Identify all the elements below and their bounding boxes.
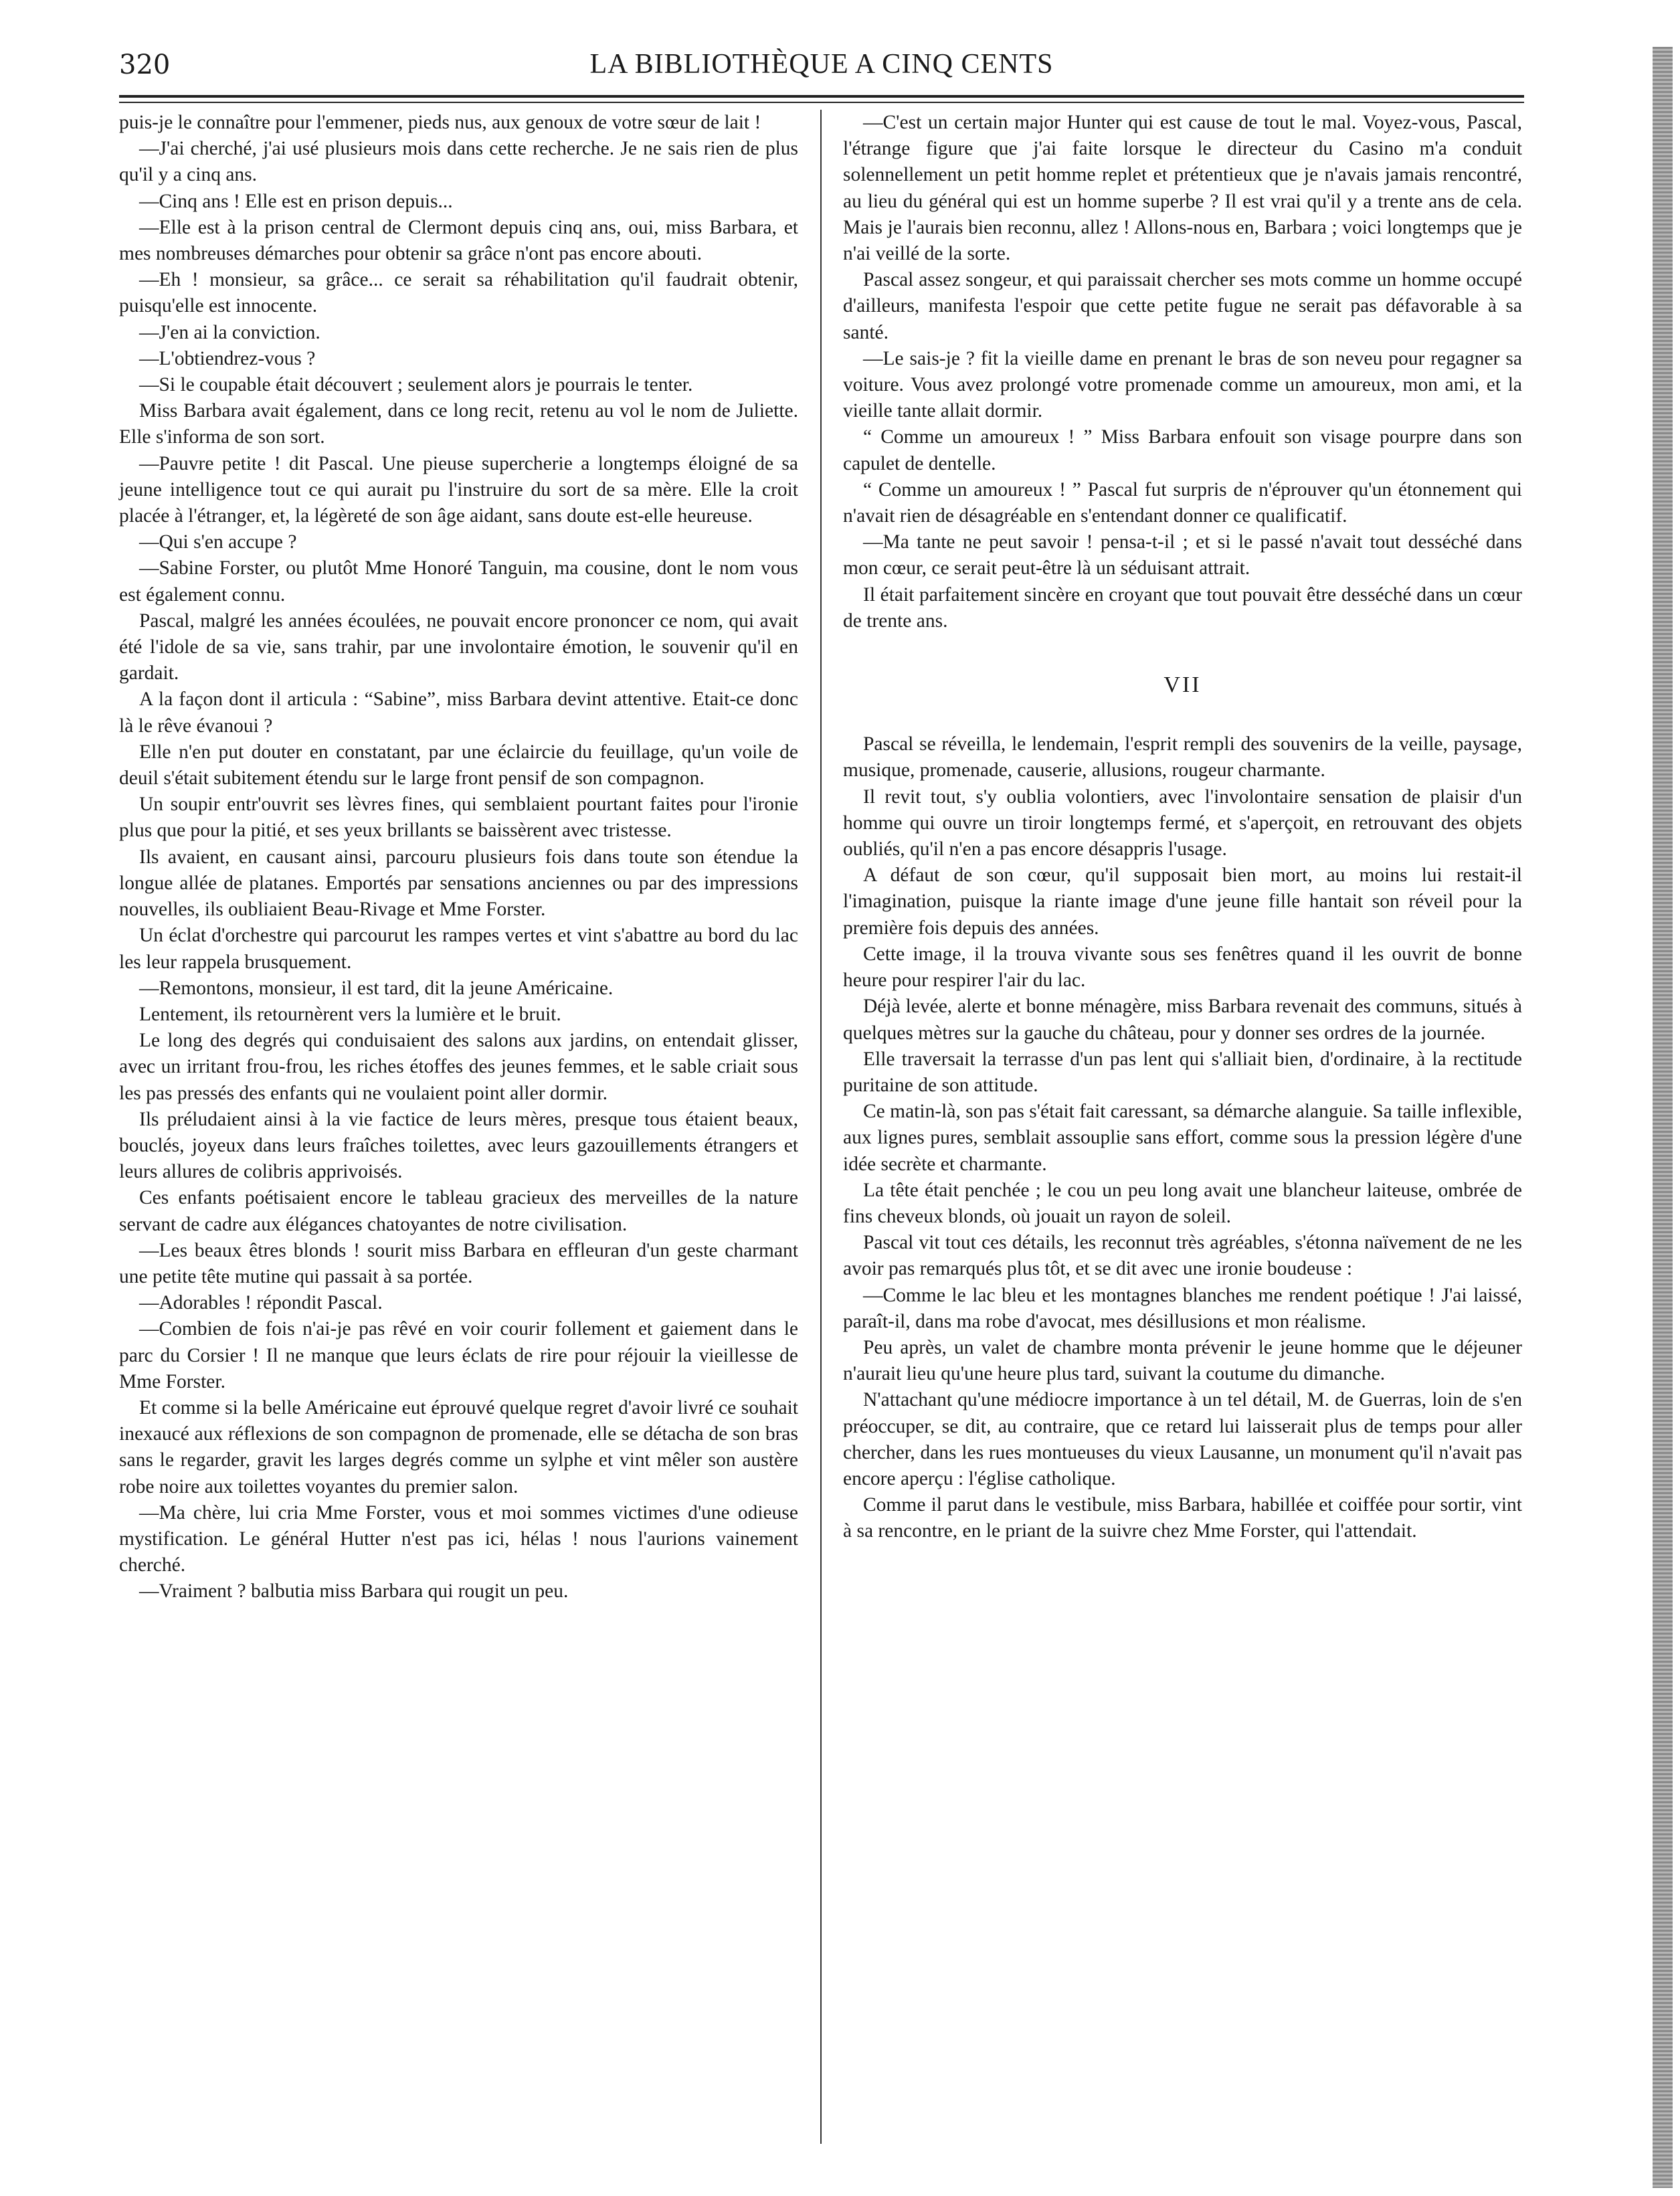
paragraph: puis-je le connaître pour l'emmener, pieds nus, aux genoux de votre sœur de lait !: [119, 112, 761, 133]
paragraph: —Le sais-je ? fit la vieille dame en prenant le bras de son neveu pour regagner sa voiture. Vous avez prolongé votre promenade comme un amoureux, mon ami, et la vieille tante allait dormir.: [843, 347, 1522, 422]
header-rule: [119, 95, 1524, 98]
paragraph: La tête était penchée ; le cou un peu long avait une blancheur laiteuse, ombrée de fins cheveux blonds, où jouait un rayon de soleil.: [843, 1179, 1522, 1227]
paragraph: —J'ai cherché, j'ai usé plusieurs mois dans cette recherche. Je ne sais rien de plus qu'il y a cinq ans.: [119, 138, 798, 186]
paragraph: Déjà levée, alerte et bonne ménagère, miss Barbara revenait des communs, situés à quelques mètres sur la gauche du château, pour y donner ses ordres de la journée.: [843, 996, 1522, 1044]
text-columns: [119, 110, 1524, 2153]
paragraph: —Eh ! monsieur, sa grâce... ce serait sa réhabilitation qu'il faudrait obtenir, puisqu'elle est innocente.: [119, 269, 798, 317]
left-column: [119, 110, 798, 1605]
paragraph: —Remontons, monsieur, il est tard, dit la jeune Américaine.: [139, 977, 614, 999]
paragraph: Ces enfants poétisaient encore le tableau gracieux des merveilles de la nature servant de cadre aux élégances chatoyantes de notre civilisation.: [119, 1187, 798, 1235]
paragraph: Cette image, il la trouva vivante sous ses fenêtres quand il les ouvrit de bonne heure pour respirer l'air du lac.: [843, 943, 1522, 992]
running-title: LA BIBLIOTHÈQUE A CINQ CENTS: [589, 49, 1054, 80]
right-column-after-chapter: [843, 731, 1522, 1544]
paragraph: Peu après, un valet de chambre monta prévenir le jeune homme que le déjeuner n'aurait lieu qu'une heure plus tard, suivant la coutume du dimanche.: [843, 1336, 1522, 1385]
paragraph: —Adorables ! répondit Pascal.: [139, 1292, 383, 1314]
header-rule-thin: [119, 102, 1524, 103]
paragraph: Miss Barbara avait également, dans ce long recit, retenu au vol le nom de Juliette. Elle s'informa de son sort.: [119, 400, 798, 448]
paragraph: —J'en ai la conviction.: [139, 321, 320, 343]
paragraph: A la façon dont il articula : “Sabine”, miss Barbara devint attentive. Etait-ce donc là le rêve évanoui ?: [119, 689, 798, 737]
paragraph: —Ma chère, lui cria Mme Forster, vous et moi sommes victimes d'une odieuse mystification. Le général Hutter n'est pas ici, hélas ! nous l'aurions vainement cherché.: [119, 1501, 798, 1576]
paragraph: Ils avaient, en causant ainsi, parcouru plusieurs fois dans toute son étendue la longue allée de platanes. Emportés par sensations anciennes ou par des impressions nouvelles, ils oubliaient Beau-Rivage et Mme Forster.: [119, 846, 798, 921]
page-header: [119, 45, 1524, 94]
page-number: 320: [119, 50, 171, 80]
paragraph: Pascal assez songeur, et qui paraissait chercher ses mots comme un homme occupé d'ailleurs, manifesta l'espoir que cette petite fugue ne serait pas défavorable à sa santé.: [843, 269, 1522, 343]
paragraph: —Elle est à la prison central de Clermont depuis cinq ans, oui, miss Barbara, et mes nombreuses démarches pour obtenir sa grâce n'ont pas encore abouti.: [119, 216, 798, 265]
paragraph: Un éclat d'orchestre qui parcourut les rampes vertes et vint s'abattre au bord du lac les leur rappela brusquement.: [119, 925, 798, 973]
paragraph: Pascal, malgré les années écoulées, ne pouvait encore prononcer ce nom, qui avait été l'idole de sa vie, sans trahir, par une involontaire émotion, le souvenir qu'il en gardait.: [119, 610, 798, 684]
paragraph: Pascal vit tout ces détails, les reconnut très agréables, s'étonna naïvement de ne les avoir pas remarqués plus tôt, et se dit avec une ironie boudeuse :: [843, 1232, 1522, 1280]
paragraph: “ Comme un amoureux ! ” Pascal fut surpris de n'éprouver qu'un étonnement qui n'avait rien de désagréable en s'entendant donner ce qualificatif.: [843, 478, 1522, 527]
paragraph: Il était parfaitement sincère en croyant que tout pouvait être desséché dans un cœur de trente ans.: [843, 583, 1522, 632]
paragraph: —Vraiment ? balbutia miss Barbara qui rougit un peu.: [139, 1580, 569, 1603]
paragraph: Il revit tout, s'y oublia volontiers, avec l'involontaire sensation de plaisir d'un homme qui ouvre un tiroir longtemps fermé, et s'aperçoit, en retrouvant des objets oubliés, qu'il n'en a pas encore désappris l'usage.: [843, 786, 1522, 860]
paragraph: N'attachant qu'une médiocre importance à un tel détail, M. de Guerras, loin de s'en préoccuper, se dit, au contraire, que ce retard lui laisserait plus de temps pour aller chercher, dans les rues montueuses du vieux Lausanne, un monument qu'il n'avait pas encore aperçu : l'église catholique.: [843, 1389, 1522, 1489]
paragraph: —Combien de fois n'ai-je pas rêvé en voir courir follement et gaiement dans le parc du Corsier ! Il ne manque que leurs éclats de rire pour réjouir la vieillesse de Mme Forster.: [119, 1318, 798, 1392]
paragraph: Lentement, ils retournèrent vers la lumière et le bruit.: [139, 1003, 561, 1025]
right-column: [843, 110, 1522, 1545]
paragraph: —Ma tante ne peut savoir ! pensa-t-il ; et si le passé n'avait tout desséché dans mon cœur, ce serait peut-être là un séduisant attrait.: [843, 531, 1522, 579]
paragraph: —L'obtiendrez-vous ?: [139, 347, 316, 369]
paragraph: —Pauvre petite ! dit Pascal. Une pieuse supercherie a longtemps éloigné de sa jeune intelligence tout ce qui aurait pu l'instruire du sort de sa mère. Elle la croit placée à l'étranger, et, la légèreté de son âge aidant, sans doute est-elle heureuse.: [119, 452, 798, 527]
paragraph: —Sabine Forster, ou plutôt Mme Honoré Tanguin, ma cousine, dont le nom vous est également connu.: [119, 557, 798, 606]
newspaper-page: [119, 45, 1524, 2153]
paragraph: —C'est un certain major Hunter qui est cause de tout le mal. Voyez-vous, Pascal, l'étrange figure que j'ai faite lorsque le directeur du Casino m'a conduit solennellement un petit homme replet et prétentieux que je n'avais jamais rencontré, au lieu du général qui est un homme superbe ? Il est vrai qu'il y a trente ans de cela. Mais je l'aurais bien reconnu, allez ! Allons-nous en, Barbara ; voici longtemps que je n'ai veillé de la sorte.: [843, 112, 1522, 265]
column-divider: [820, 110, 822, 2144]
paragraph: Le long des degrés qui conduisaient des salons aux jardins, on entendait glisser, avec un irritant frou-frou, les riches étoffes des jeunes femmes, et le sable criait sous les pas pressés des enfants qui ne voulaient point aller dormir.: [119, 1030, 798, 1104]
paragraph: Pascal se réveilla, le lendemain, l'esprit rempli des souvenirs de la veille, paysage, musique, promenade, causerie, allusions, rougeur charmante.: [843, 733, 1522, 782]
paragraph: —Cinq ans ! Elle est en prison depuis...: [139, 190, 453, 212]
paragraph: Et comme si la belle Américaine eut éprouvé quelque regret d'avoir livré ce souhait inexaucé aux réflexions de son compagnon de promenade, elle se détacha de son bras sans le regarder, gravit les larges degrés comme un sylphe et vint mêler son austère robe noire aux toilettes voyantes du premier salon.: [119, 1396, 798, 1497]
paragraph: —Qui s'en accupe ?: [139, 531, 297, 553]
chapter-heading: VII: [1163, 672, 1202, 698]
paragraph: A défaut de son cœur, qu'il supposait bien mort, au moins lui restait-il l'imagination, puisque la riante image d'une jeune fille hantait son réveil pour la première fois depuis des années.: [843, 864, 1522, 939]
paragraph: Ce matin-là, son pas s'était fait caressant, sa démarche alanguie. Sa taille inflexible, aux lignes pures, semblait assouplie sans effort, comme sous la pression légère d'une idée secrète et charmante.: [843, 1101, 1523, 1175]
paragraph: —Si le coupable était découvert ; seulement alors je pourrais le tenter.: [139, 374, 693, 396]
paragraph: —Les beaux êtres blonds ! sourit miss Barbara en effleuran d'un geste charmant une petite tête mutine qui passait à sa portée.: [119, 1239, 798, 1287]
scanned-page-edge: [1653, 47, 1673, 2188]
paragraph: Ils préludaient ainsi à la vie factice de leurs mères, presque tous étaient beaux, bouclés, joyeux dans leurs fraîches toilettes, avec leurs gazouillements étrangers et leurs allures de colibris apprivoisés.: [119, 1108, 798, 1183]
paragraph: Un soupir entr'ouvrit ses lèvres fines, qui semblaient pourtant faites pour l'ironie plus que pour la pitié, et ses yeux brillants se baissèrent avec tristesse.: [119, 794, 798, 842]
paragraph: “ Comme un amoureux ! ” Miss Barbara enfouit son visage pourpre dans son capulet de dentelle.: [843, 426, 1522, 474]
paragraph: Comme il parut dans le vestibule, miss Barbara, habillée et coiffée pour sortir, vint à sa rencontre, en le priant de la suivre chez Mme Forster, qui l'attendait.: [843, 1494, 1522, 1542]
right-column-before-chapter: [843, 110, 1522, 634]
paragraph: Elle n'en put douter en constatant, par une éclaircie du feuillage, qu'un voile de deuil s'était subitement étendu sur le large front pensif de son compagnon.: [119, 741, 798, 790]
paragraph: Elle traversait la terrasse d'un pas lent qui s'alliait bien, d'ordinaire, à la rectitude puritaine de son attitude.: [843, 1048, 1522, 1096]
paragraph: —Comme le lac bleu et les montagnes blanches me rendent poétique ! J'ai laissé, paraît-il, dans ma robe d'avocat, mes désillusions et mon réalisme.: [843, 1284, 1522, 1332]
